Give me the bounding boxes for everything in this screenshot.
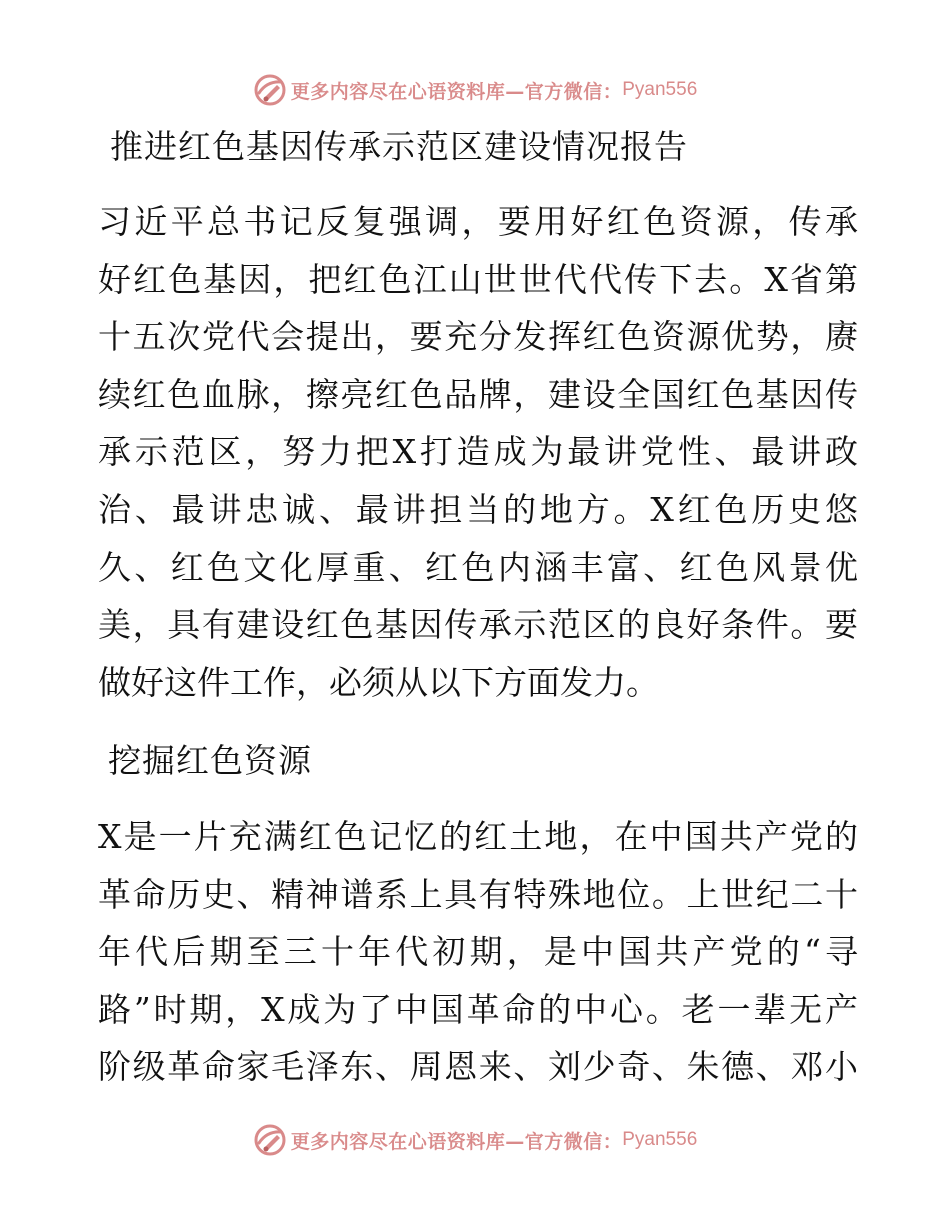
paragraph-line: 美，具有建设红色基因传承示范区的良好条件。要 — [98, 605, 858, 645]
header-banner-account: Pyan556 — [622, 79, 698, 100]
paragraph-line: 治、最讲忠诚、最讲担当的地方。X红色历史悠 — [98, 489, 858, 529]
paragraph-line: 十五次党代会提出，要充分发挥红色资源优势，赓 — [98, 317, 858, 357]
paragraph-line: 年代后期至三十年代初期，是中国共产党的“寻 — [98, 932, 858, 972]
section-heading: 挖掘红色资源 — [108, 741, 312, 780]
paragraph-line: 习近平总书记反复强调，要用好红色资源，传承 — [98, 202, 858, 241]
paragraph-line: 革命历史、精神谱系上具有特殊地位。上世纪二十 — [98, 874, 858, 914]
header-banner-text: 更多内容尽在心语资料库—官方微信： — [290, 80, 623, 103]
paragraph-line: 好红色基因，把红色江山世世代代传下去。X省第 — [98, 259, 858, 299]
paragraph-line: 久、红色文化厚重、红色内涵丰富、红色风景优 — [98, 547, 858, 587]
pen-logo-icon — [253, 73, 287, 107]
paragraph-line: 承示范区，努力把X打造成为最讲党性、最讲政 — [98, 432, 858, 472]
header-watermark-banner — [0, 72, 950, 108]
footer-watermark-banner — [0, 1122, 950, 1158]
footer-banner-text: 更多内容尽在心语资料库—官方微信： — [290, 1130, 623, 1153]
pen-logo-icon — [253, 1123, 287, 1157]
paragraph-section — [98, 808, 858, 1096]
paragraph-line: 做好这件工作，必须从以下方面发力。 — [98, 662, 659, 702]
document-title: 推进红色基因传承示范区建设情况报告 — [110, 127, 688, 166]
paragraph-line: 续红色血脉，擦亮红色品牌，建设全国红色基因传 — [98, 374, 858, 414]
footer-banner-account: Pyan556 — [622, 1129, 698, 1150]
paragraph-line: 阶级革命家毛泽东、周恩来、刘少奇、朱德、邓小 — [98, 1047, 858, 1087]
paragraph-line: 路”时期，X成为了中国革命的中心。老一辈无产 — [98, 989, 858, 1029]
paragraph-intro — [98, 193, 858, 711]
paragraph-line: X是一片充满红色记忆的红土地，在中国共产党的 — [98, 817, 858, 856]
